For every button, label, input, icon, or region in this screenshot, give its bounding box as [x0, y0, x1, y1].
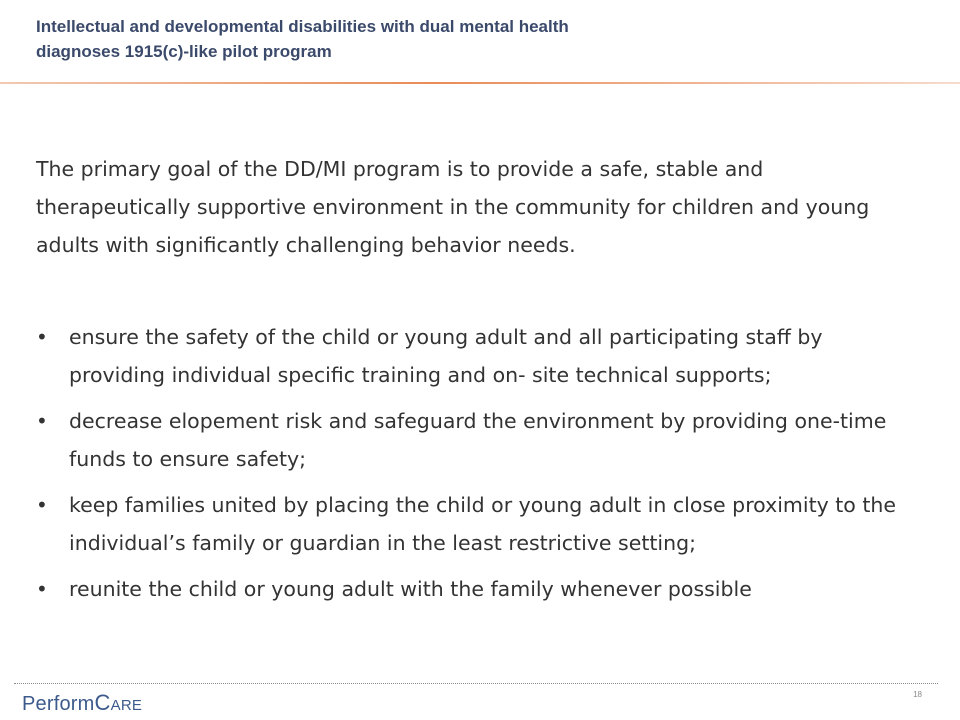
bullet-text: reunite the child or young adult with the family whenever possible [69, 577, 752, 601]
bullet-item [36, 402, 916, 478]
bullet-icon: • [36, 409, 48, 433]
bullet-item [36, 570, 916, 608]
intro-paragraph: The primary goal of the DD/MI program is to provide a safe, stable and therapeutically supportive environment in the community for children and young adults with significantly challenging behavior needs. [36, 157, 870, 257]
slide-title [36, 14, 896, 64]
bullet-item [36, 318, 916, 394]
bullet-text: decrease elopement risk and safeguard the environment by providing one-time funds to ensure safety; [69, 409, 887, 471]
title-divider [0, 82, 960, 84]
footer-divider [14, 683, 938, 684]
bullet-icon: • [36, 493, 48, 517]
logo-text-care: Care [94, 690, 143, 715]
slide-title-line-2: diagnoses 1915(c)-like pilot program [36, 42, 332, 61]
bullet-list [36, 318, 916, 616]
bullet-icon: • [36, 577, 48, 601]
page-number: 18 [913, 690, 922, 699]
performcare-logo [22, 690, 142, 717]
bullet-text: keep families united by placing the child or young adult in close proximity to the individual’s family or guardian in the least restrictive setting; [69, 493, 896, 555]
bullet-item [36, 486, 916, 562]
bullet-text: ensure the safety of the child or young adult and all participating staff by providing individual specific training and on- site technical supports; [69, 325, 823, 387]
bullet-icon: • [36, 325, 48, 349]
logo-text-perform: Perform [22, 693, 95, 715]
slide-title-line-1: Intellectual and developmental disabilities with dual mental health [36, 17, 569, 36]
